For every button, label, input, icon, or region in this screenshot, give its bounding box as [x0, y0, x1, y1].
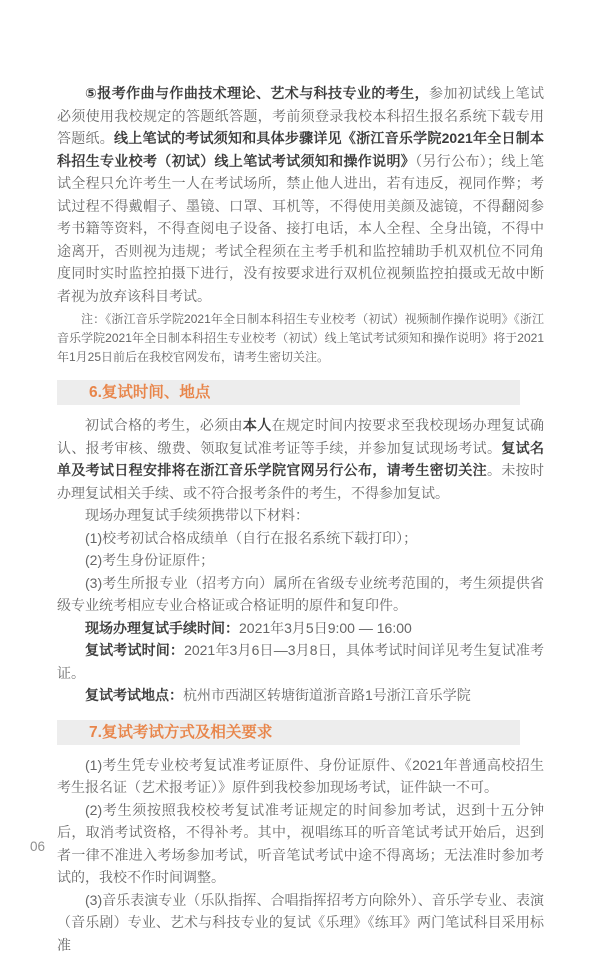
text-emphasis: 现场办理复试手续时间：	[85, 620, 239, 636]
text-emphasis: 复试名单及考试日程安排将在浙江音乐学院官网另行公布，请考生密切关注	[57, 440, 544, 479]
text-run: （另行公布）；线上笔试全程只允许考生一人在考试场所，禁止他人进出，若有违反，视同作弊；考试过程不得戴帽子、墨镜、口罩、耳机等，不得使用美颜及滤镜，不得翻阅参考书籍等资料，不得查阅电子设备、接打电话，本人全程、全身出镜，不得中途离开，否则视为违规；考试全程须在主考手机和监控辅助手机双机位不同角度同时实时监控拍摄下进行，没有按要求进行双机位视频监控拍摄或无故中断者视为放弃该科目考试。	[57, 153, 544, 304]
text-run: (3)音乐表演专业（乐队指挥、合唱指挥招考方向除外）、音乐学专业、表演（音乐剧）专业、艺术与科技专业的复试《乐理》《练耳》两门笔试科目采用标准	[57, 892, 544, 953]
text-run: 注：《浙江音乐学院2021年全日制本科招生专业校考（初试）视频制作操作说明》《浙江音乐学院2021年全日制本科招生专业校考（初试）线上笔试考试须知和操作说明》将于2021年1月25日前后在我校官网发布，请考生密切关注。	[57, 312, 544, 364]
paragraph-materials-intro	[57, 504, 544, 527]
text-run: 现场办理复试手续须携带以下材料：	[85, 507, 309, 523]
list-item-provincial-certificate	[57, 572, 544, 617]
paragraph-required-documents	[57, 754, 544, 799]
text-run: 2021年3月6日—3月8日，具体考试时间详见考生复试准考证。	[57, 642, 544, 681]
text-run: (1)考生凭专业校考复试准考证原件、身份证原件、《2021年普通高校招生考生报名证（艺术报考证）》原件到我校参加现场考试，证件缺一不可。	[57, 757, 544, 796]
text-run: (2)考生须按照我校校考复试准考证规定的时间参加考试，迟到十五分钟后，取消考试资格，不得补考。其中，视唱练耳的听音笔试考试开始后，迟到者一律不准进入考场参加考试，听音笔试考试中途不得离场；无法准时参加考试的，我校不作时间调整。	[57, 802, 544, 886]
text-emphasis: ⑤报考作曲与作曲技术理论、艺术与科技专业的考生，	[85, 85, 429, 101]
text-run: 在规定时间内按要求至我校现场办理复试确认、报考审核、缴费、领取复试准考证等手续，并参加复试现场考试。	[57, 417, 544, 456]
section-6-heading: 6.复试时间、地点	[57, 380, 520, 405]
text-emphasis: 复试考试时间：	[85, 642, 184, 658]
text-emphasis: 本人	[243, 417, 272, 433]
text-run: 参加初试线上笔试必须使用我校规定的答题纸答题，考前须登录我校本科招生报名系统下载专用答题纸。	[57, 85, 544, 146]
list-item-id-card	[57, 549, 544, 572]
paragraph-lateness-rules	[57, 799, 544, 889]
paragraph-online-exam-rules	[57, 82, 544, 307]
text-run: 2021年3月5日9:00 — 16:00	[239, 620, 412, 636]
list-item-score-sheet	[57, 527, 544, 550]
text-run: (3)考生所报专业（招考方向）属所在省级专业统考范围的，考生须提供省级专业统考相应专业合格证或合格证明的原件和复印件。	[57, 575, 544, 614]
line-onsite-procedure-time	[57, 617, 544, 640]
section-7-heading: 7.复试考试方式及相关要求	[57, 720, 520, 745]
text-emphasis: 线上笔试的考试须知和具体步骤详见《浙江音乐学院2021年全日制本科招生专业校考（初试）线上笔试考试须知和操作说明》	[57, 130, 544, 169]
text-run: 初试合格的考生，必须由	[85, 417, 243, 433]
line-retest-exam-time	[57, 639, 544, 684]
text-run: (1)校考初试合格成绩单（自行在报名系统下载打印）；	[85, 530, 417, 546]
text-run: 杭州市西湖区转塘街道浙音路1号浙江音乐学院	[183, 687, 471, 703]
paragraph-note	[57, 310, 544, 367]
paragraph-written-subjects	[57, 889, 544, 956]
text-run: 。未按时办理复试相关手续、或不符合报考条件的考生，不得参加复试。	[57, 462, 544, 501]
text-run: (2)考生身份证原件；	[85, 552, 214, 568]
text-emphasis: 复试考试地点：	[85, 687, 183, 703]
document-content	[57, 82, 544, 956]
line-retest-exam-location	[57, 684, 544, 707]
paragraph-retest-confirmation	[57, 414, 544, 504]
page-number: 06	[30, 839, 45, 854]
